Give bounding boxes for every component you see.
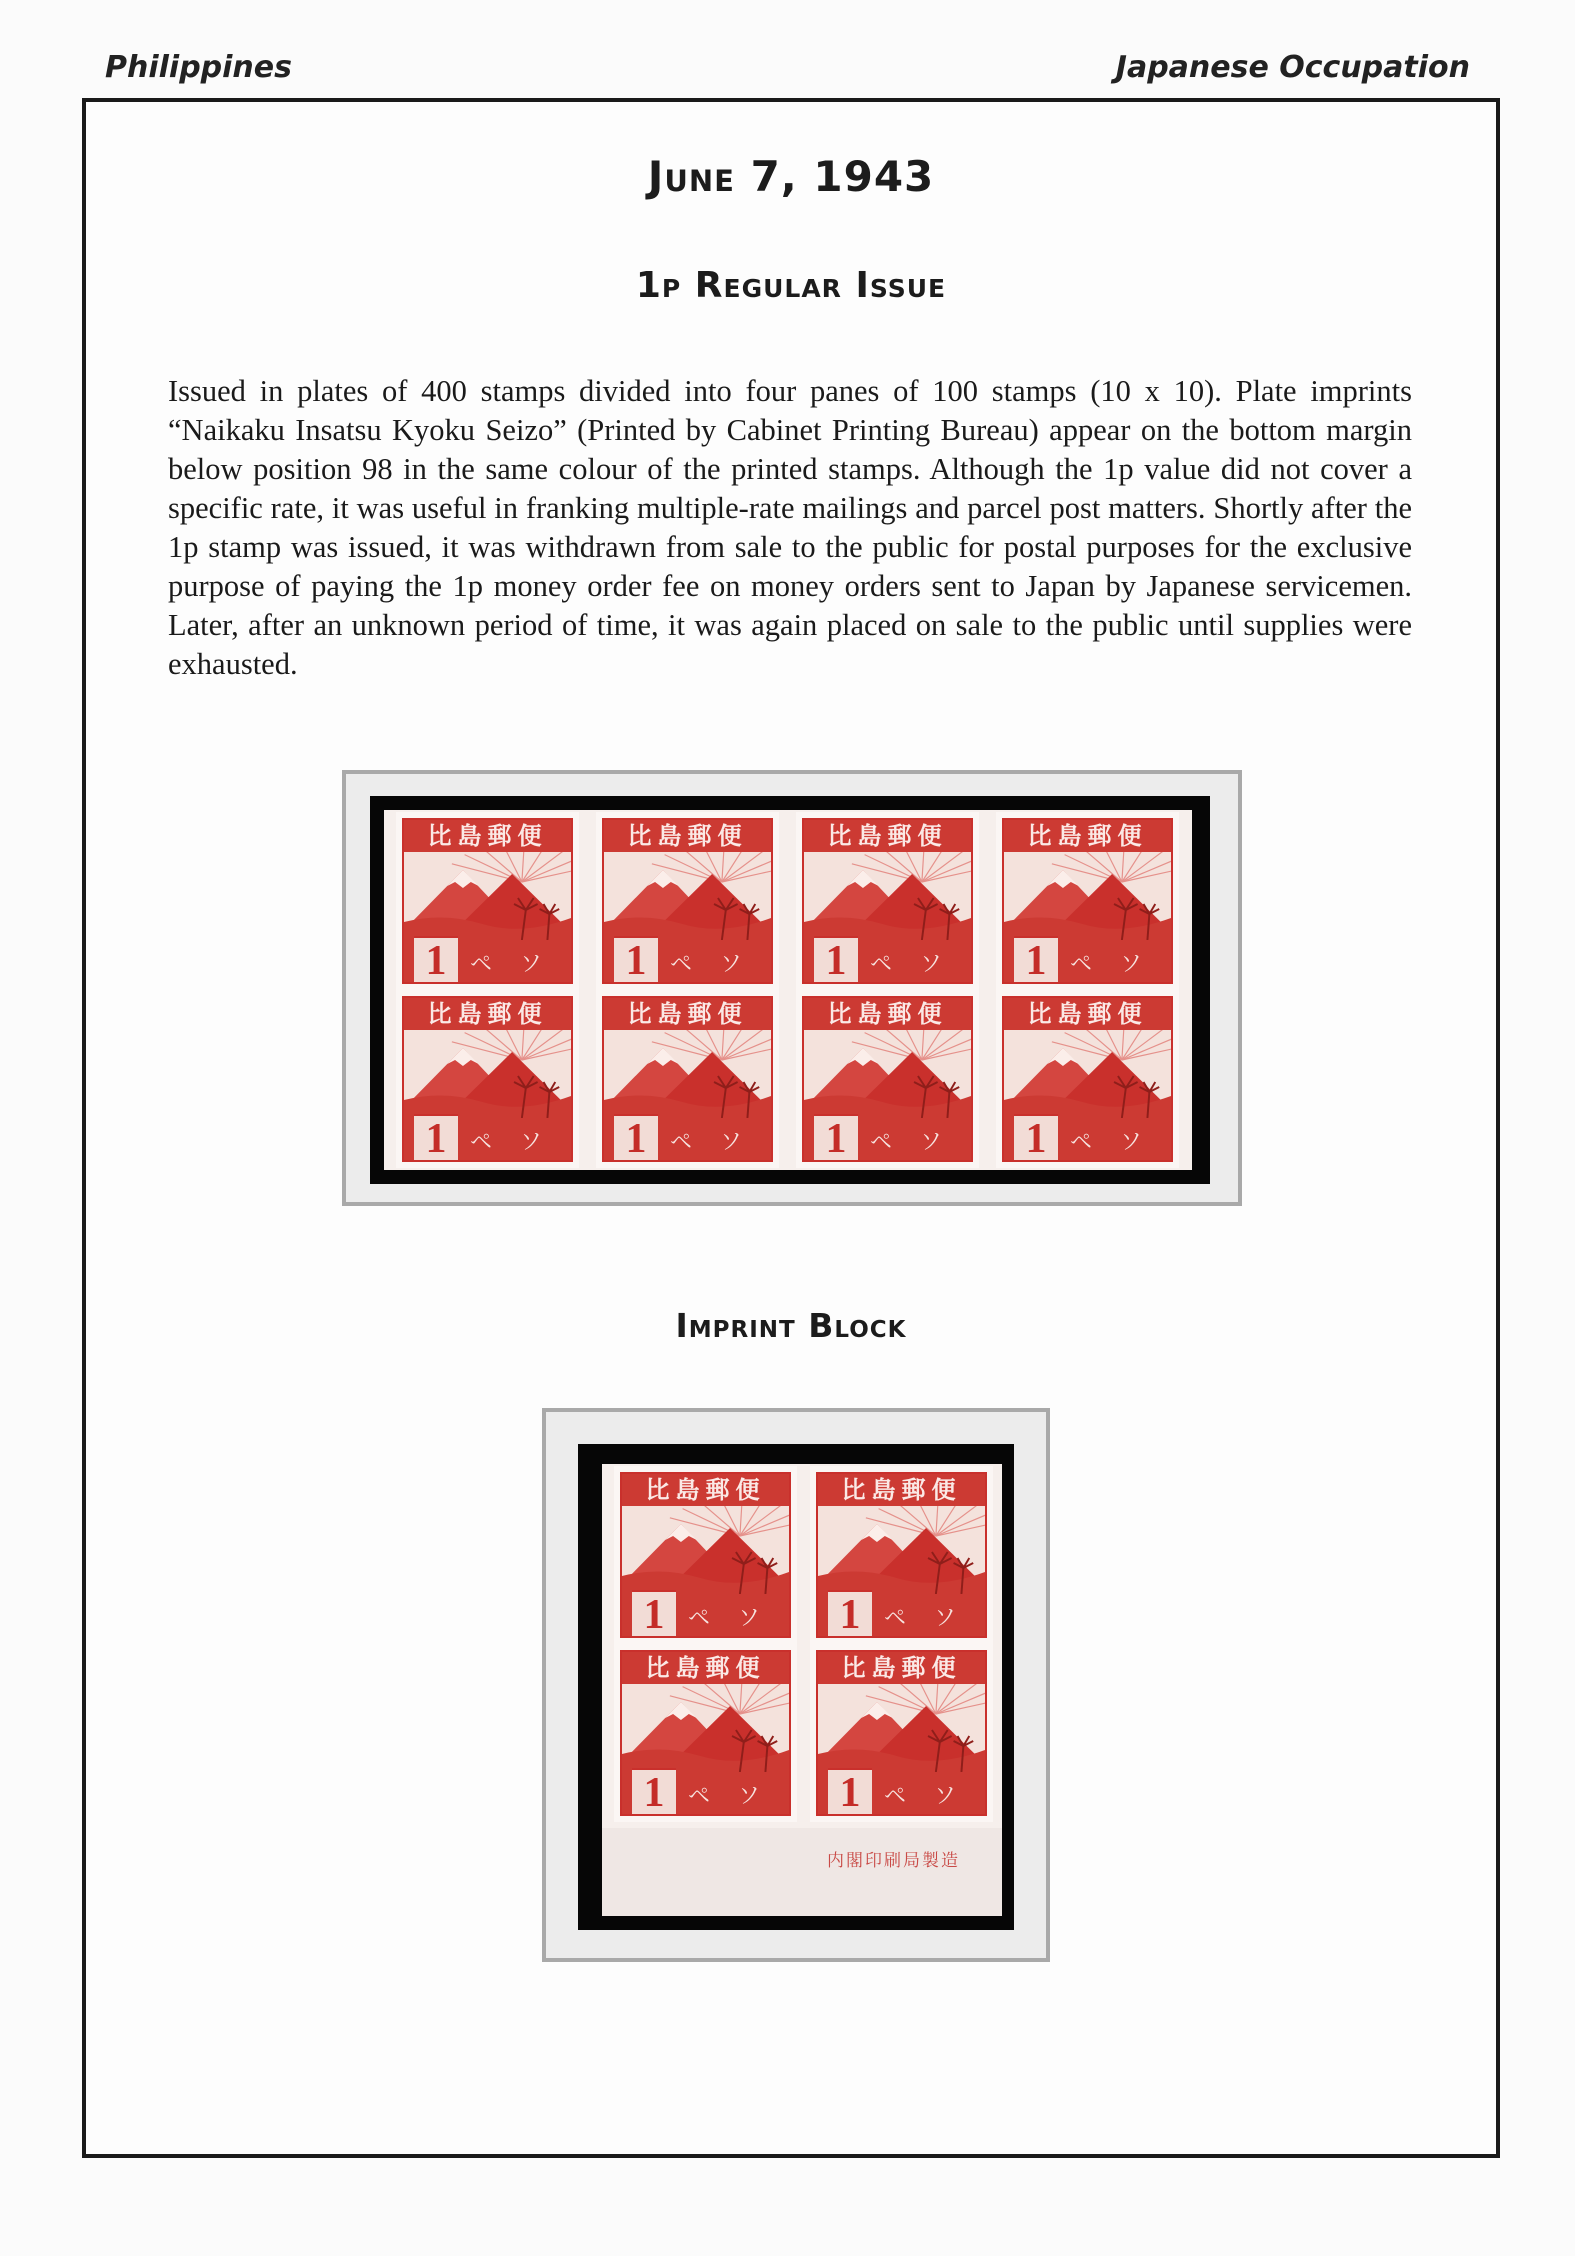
sheet-bottom-margin (602, 1828, 1002, 1916)
stamp (996, 990, 1179, 1168)
stamp-unit: ペソ (1070, 952, 1171, 977)
stamp (396, 812, 579, 990)
stamp-top-text: 比島郵便 (604, 998, 771, 1030)
stamp-design (816, 1472, 987, 1638)
stamp-top-text: 比島郵便 (622, 1474, 789, 1506)
mount-fuji-scene (1004, 1030, 1171, 1120)
stamp (996, 812, 1179, 990)
stamp (810, 1644, 993, 1822)
stamp-value: 1 (1014, 1114, 1058, 1160)
stamp-unit: ペソ (870, 1130, 971, 1155)
stamp-unit: ペソ (688, 1606, 789, 1631)
stamp-unit: ペソ (870, 952, 971, 977)
stamp (796, 990, 979, 1168)
stamp-value-bar (1004, 1118, 1171, 1160)
stamp-unit: ペソ (670, 952, 771, 977)
mount-fuji-scene (404, 852, 571, 942)
stamp-top-text: 比島郵便 (1004, 998, 1171, 1030)
mount-fuji-scene (604, 1030, 771, 1120)
stamp-unit: ペソ (470, 952, 571, 977)
stamp-top-text: 比島郵便 (804, 820, 971, 852)
stamp-design (602, 996, 773, 1162)
stamp (596, 812, 779, 990)
stamp-design (1002, 996, 1173, 1162)
stamp-value: 1 (632, 1590, 676, 1636)
mount-fuji-scene (1004, 852, 1171, 942)
stamp-design (802, 818, 973, 984)
stamp-design (620, 1472, 791, 1638)
stamp-value: 1 (632, 1768, 676, 1814)
mount-backing (578, 1444, 1014, 1930)
stamp-value: 1 (828, 1590, 872, 1636)
mount-fuji-scene (818, 1684, 985, 1774)
stamp-top-text: 比島郵便 (818, 1474, 985, 1506)
stamp-unit: ペソ (884, 1784, 985, 1809)
mount-fuji-scene (404, 1030, 571, 1120)
stamp-value-bar (622, 1772, 789, 1814)
stamp-value: 1 (414, 936, 458, 982)
mount-fuji-scene (804, 852, 971, 942)
stamp-design (402, 996, 573, 1162)
mount-fuji-scene (804, 1030, 971, 1120)
stamp-unit: ペソ (884, 1606, 985, 1631)
stamp-design (802, 996, 973, 1162)
stamp-value-bar (818, 1594, 985, 1636)
imprint-block-title: Imprint Block (675, 1306, 907, 1345)
page-title-date: June 7, 1943 (647, 152, 935, 201)
stamp-value-bar (404, 940, 571, 982)
stamp-top-text: 比島郵便 (1004, 820, 1171, 852)
stamp (614, 1644, 797, 1822)
stamp (614, 1466, 797, 1644)
stamp-value: 1 (828, 1768, 872, 1814)
mount-fuji-scene (604, 852, 771, 942)
mount-backing (370, 796, 1210, 1184)
header-topic: Japanese Occupation (1115, 50, 1470, 85)
stamp-unit: ペソ (670, 1130, 771, 1155)
plate-imprint: 内閣印刷局製造 (827, 1851, 960, 1871)
issue-description: Issued in plates of 400 stamps divided into four panes of 100 stamps (10 x 10). Plate imprints “Naikaku Insatsu Kyoku Seizo” (Printed by Cabinet Printing Bureau) appear on the bottom margin below position 98 in the same colour of the printed stamps. Although the 1p value did not cover a specific rate, it was useful in franking multiple-rate mailings and parcel post matters. Shortly after the 1p stamp was issued, it was withdrawn from sale to the public for postal purposes for the exclusive purpose of paying the 1p money order fee on money orders sent to Japan by Japanese servicemen. Later, after an unknown period of time, it was again placed on sale to the public until supplies were exhausted. (168, 374, 1412, 681)
stamp-value-bar (604, 940, 771, 982)
mount-fuji-scene (622, 1684, 789, 1774)
stamp-top-text: 比島郵便 (404, 998, 571, 1030)
block-of-eight (384, 810, 1192, 1170)
stamp-design (816, 1650, 987, 1816)
stamp (396, 990, 579, 1168)
stamp-value-bar (604, 1118, 771, 1160)
stamp-unit: ペソ (470, 1130, 571, 1155)
album-page-frame (82, 98, 1500, 2158)
stamp (810, 1466, 993, 1644)
stamp-top-text: 比島郵便 (604, 820, 771, 852)
stamp-value: 1 (414, 1114, 458, 1160)
stamp-mount-imprint-block (542, 1408, 1050, 1962)
stamp-value-bar (804, 1118, 971, 1160)
header-country: Philippines (105, 50, 292, 85)
stamp (596, 990, 779, 1168)
stamp-value-bar (804, 940, 971, 982)
stamp-design (402, 818, 573, 984)
stamp-value: 1 (614, 1114, 658, 1160)
issue-title: 1p Regular Issue (635, 265, 947, 306)
stamp-top-text: 比島郵便 (622, 1652, 789, 1684)
stamp-value: 1 (614, 936, 658, 982)
stamp-value: 1 (814, 936, 858, 982)
stamp-design (602, 818, 773, 984)
stamp-design (620, 1650, 791, 1816)
stamp-value-bar (404, 1118, 571, 1160)
stamp-value-bar (1004, 940, 1171, 982)
imprint-block-of-four (602, 1464, 1002, 1916)
mount-fuji-scene (818, 1506, 985, 1596)
stamp-design (1002, 818, 1173, 984)
stamp-top-text: 比島郵便 (804, 998, 971, 1030)
stamp-value: 1 (1014, 936, 1058, 982)
stamp (796, 812, 979, 990)
stamp-value-bar (818, 1772, 985, 1814)
mount-fuji-scene (622, 1506, 789, 1596)
stamp-mount-block-of-eight (342, 770, 1242, 1206)
stamp-value: 1 (814, 1114, 858, 1160)
stamp-top-text: 比島郵便 (404, 820, 571, 852)
stamp-value-bar (622, 1594, 789, 1636)
stamp-top-text: 比島郵便 (818, 1652, 985, 1684)
stamp-unit: ペソ (688, 1784, 789, 1809)
stamp-unit: ペソ (1070, 1130, 1171, 1155)
